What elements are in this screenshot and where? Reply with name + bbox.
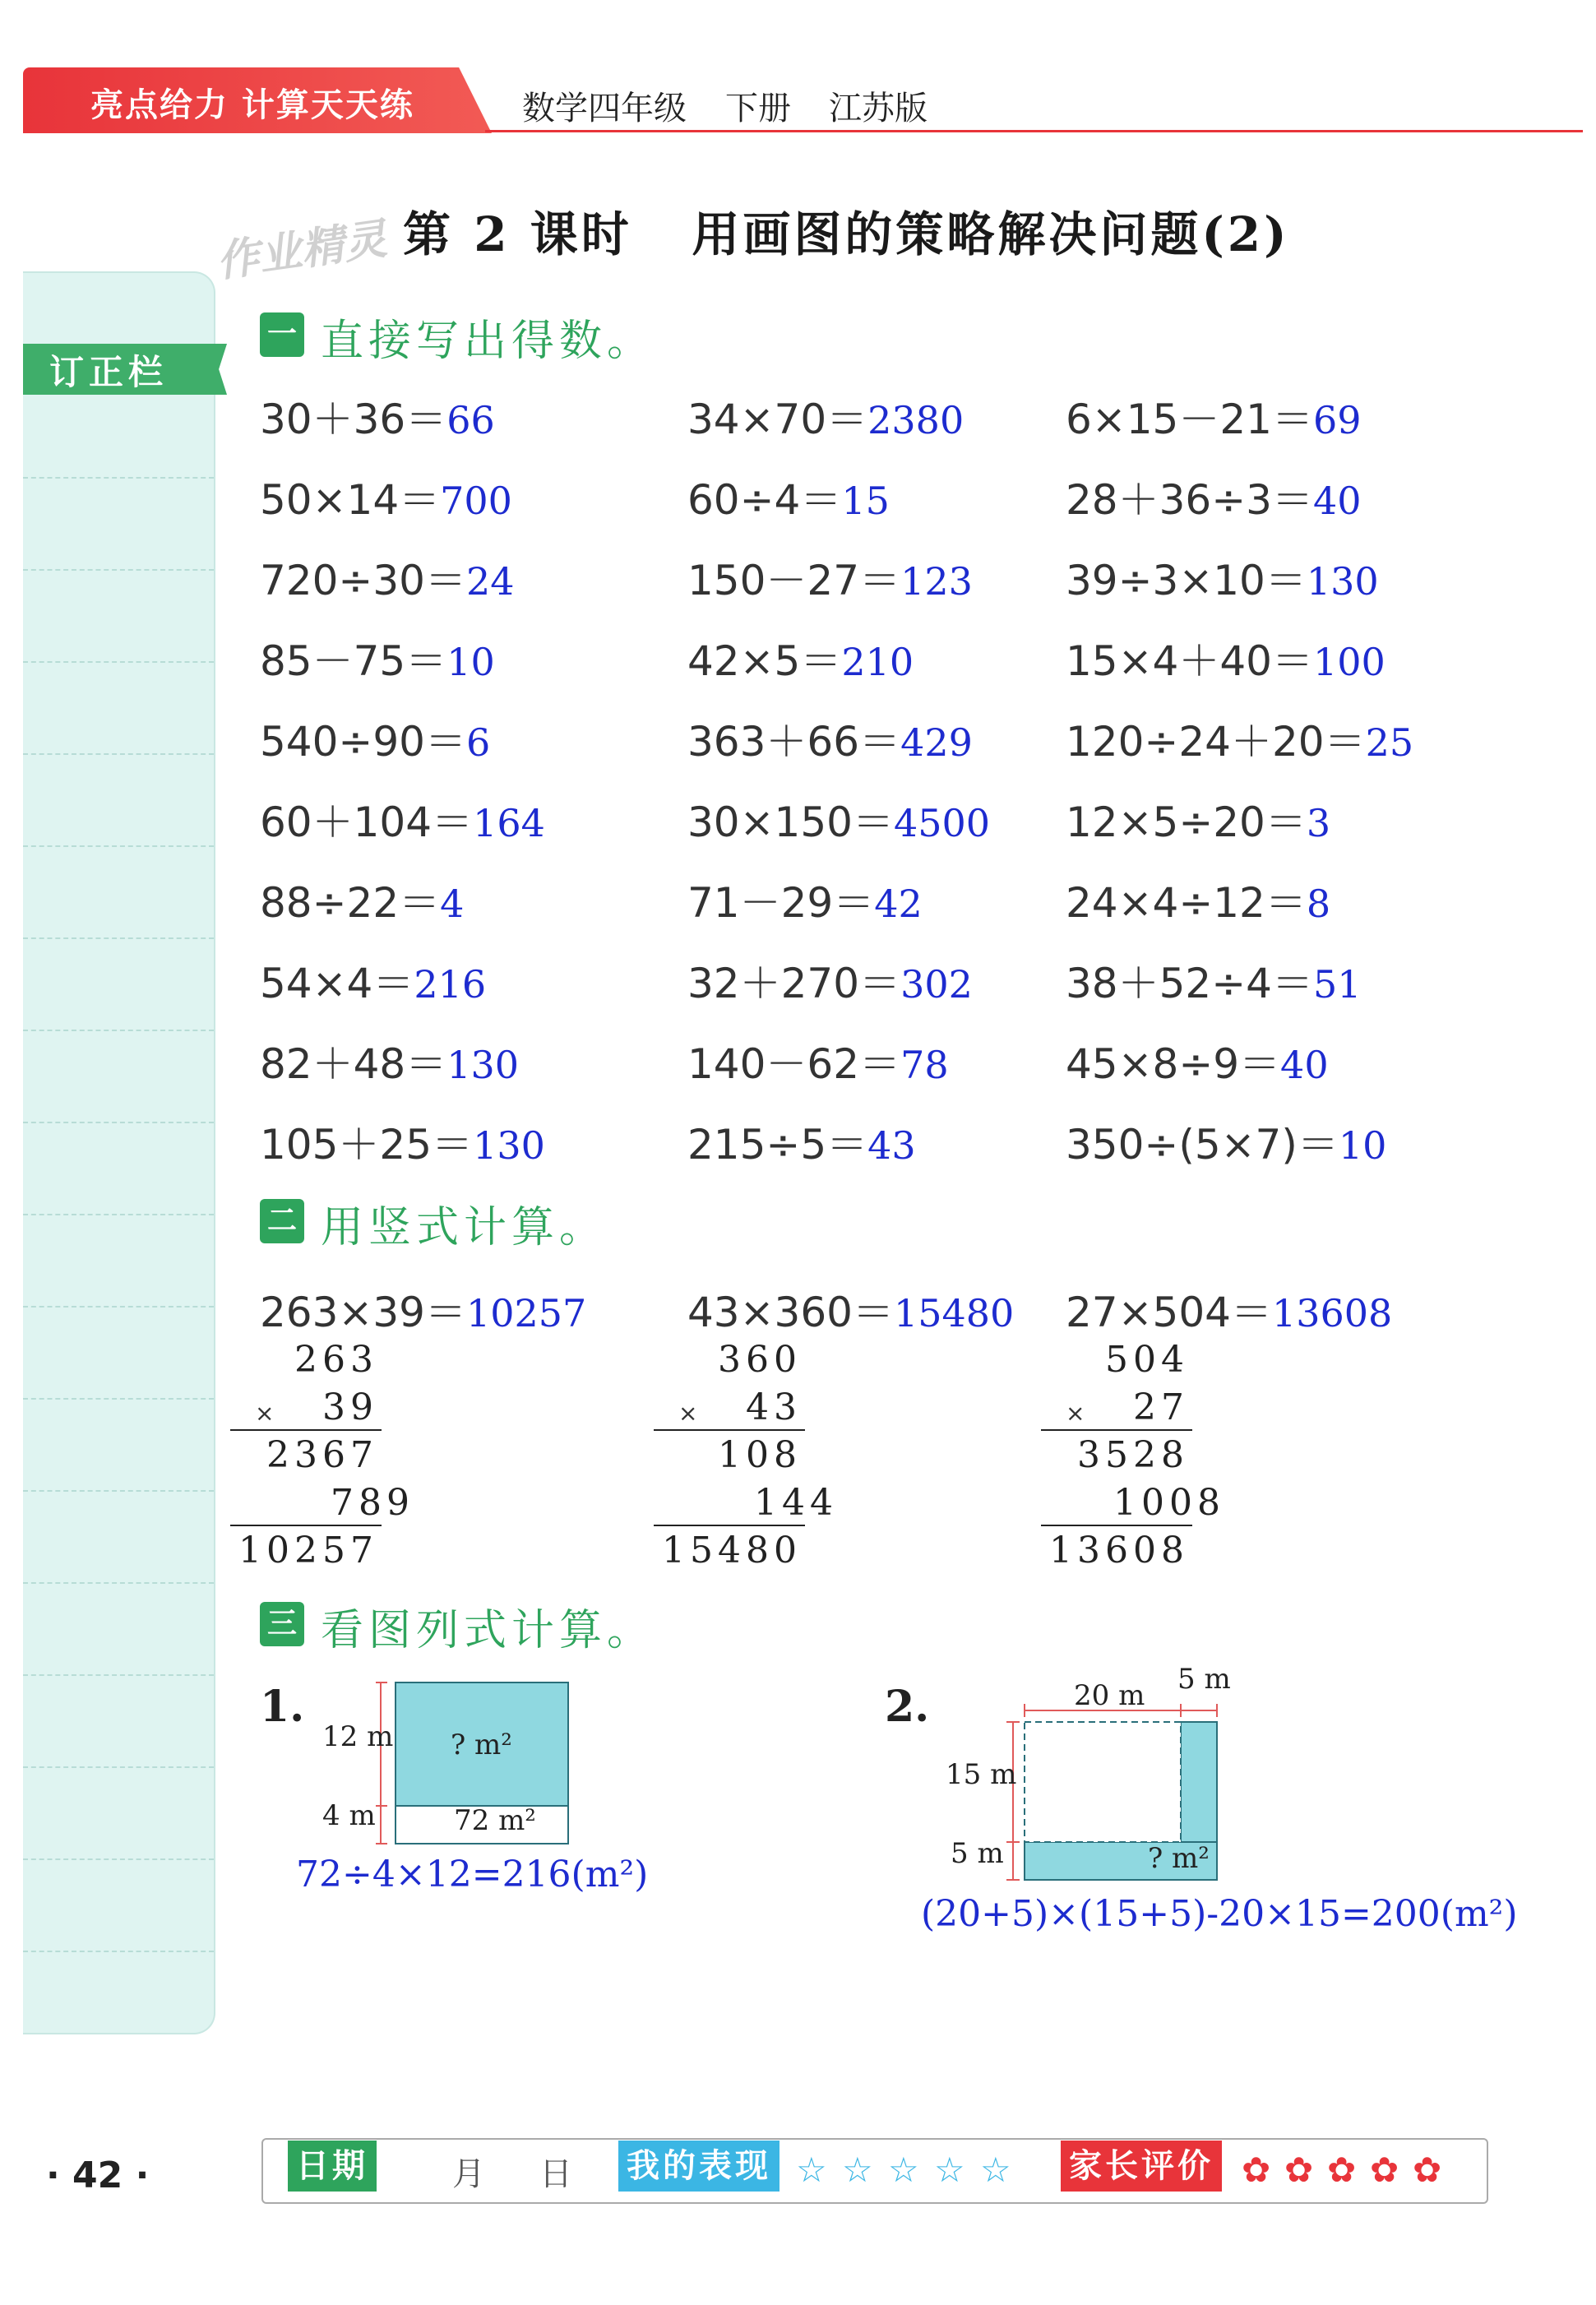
column-step: 360 [718,1339,802,1381]
column-step: 27 [1133,1386,1189,1428]
column-rule [230,1525,382,1526]
month-label: 月 [452,2155,485,2193]
equation-question: 30＋36＝ [260,396,447,443]
rating-star-icon[interactable]: ☆ [934,2150,965,2190]
column-rule [230,1429,382,1431]
equation-answer: 42 [874,882,923,926]
column-step: 39 [322,1386,378,1428]
equation-question: 60÷4＝ [687,476,842,524]
column-step: 43 [746,1386,802,1428]
rating-flower-icon[interactable]: ✿ [1413,2150,1442,2190]
equation [260,386,495,446]
equation-question: 38＋52÷4＝ [1066,960,1313,1007]
equation-question: 120÷24＋20＝ [1066,718,1366,766]
equation-answer: 10 [446,640,495,684]
sidebar-rule [23,1122,214,1123]
equation [687,628,914,687]
equation [1066,1031,1329,1090]
figure1-area-known: 72 m² [454,1804,536,1837]
equation-answer: 216 [414,962,487,1007]
equation [687,467,890,526]
column-question: 43×360＝ [687,1289,894,1336]
page-number: · 42 · [46,2155,150,2196]
day-label: 日 [539,2155,572,2193]
column-rule [654,1525,805,1526]
equation [260,628,495,687]
equation-question: 15×4＋40＝ [1066,637,1313,685]
equation-question: 150－27＝ [687,557,901,604]
rating-flower-icon[interactable]: ✿ [1242,2150,1271,2190]
equation-answer: 43 [867,1123,916,1168]
figure1-dim-top: 12 m [322,1720,394,1753]
equation [687,789,990,849]
column-answer: 13608 [1271,1291,1393,1335]
section1-badge: 一 [260,312,304,357]
equation [687,951,973,1010]
equation-question: 50×14＝ [260,476,441,524]
equation-question: 720÷30＝ [260,557,466,604]
equation-answer: 69 [1312,398,1362,442]
column-rule [654,1429,805,1431]
equation-question: 105＋25＝ [260,1121,474,1169]
equation [260,467,512,526]
column-answer: 10257 [465,1291,587,1335]
sidebar-rule [23,1490,214,1492]
column-step: 10257 [238,1530,378,1571]
equation-answer: 78 [900,1043,949,1087]
equation [687,386,964,446]
equation [260,789,545,849]
column-step: 263 [294,1339,378,1381]
equation-question: 24×4÷12＝ [1066,879,1307,927]
section2-badge: 二 [260,1199,304,1243]
parent-eval-label: 家长评价 [1061,2141,1222,2192]
sidebar-rule [23,1030,214,1031]
equation [687,1031,949,1090]
sidebar-rule [23,1766,214,1768]
rating-flower-icon[interactable]: ✿ [1327,2150,1357,2190]
times-sign: × [678,1400,698,1427]
column-step: 144 [754,1482,838,1524]
header-rule [485,130,1583,132]
header-volume: 下册 [725,90,791,127]
equation-answer: 123 [900,559,973,604]
equation [260,951,486,1010]
header-edition: 江苏版 [829,90,928,127]
sidebar-rule [23,937,214,939]
sidebar-label: 订正栏 [49,352,169,392]
sidebar-rule [23,1306,214,1308]
equation-answer: 164 [473,801,545,845]
correction-sidebar [23,271,215,2034]
equation-question: 82＋48＝ [260,1040,447,1088]
equation-question: 45×8÷9＝ [1066,1040,1281,1088]
equation-answer: 25 [1365,720,1414,765]
equation-question: 39÷3×10＝ [1066,557,1307,604]
equation [1066,1112,1386,1171]
equation-question: 215÷5＝ [687,1121,868,1169]
equation-question: 540÷90＝ [260,718,466,766]
equation [260,1112,545,1171]
equation [1066,870,1330,929]
equation-answer: 3 [1306,801,1331,845]
equation-question: 6×15－21＝ [1066,396,1313,443]
column-equation [1066,1280,1392,1339]
equation [260,709,490,768]
equation-answer: 51 [1312,962,1362,1007]
equation [1066,467,1362,526]
equation [687,709,973,768]
sidebar-rule [23,1398,214,1400]
equation [687,870,923,929]
equation-question: 350÷(5×7)＝ [1066,1121,1339,1169]
column-step: 2367 [266,1434,378,1476]
equation-answer: 700 [440,479,512,523]
equation-question: 54×4＝ [260,960,414,1007]
equation [260,1031,519,1090]
equation-question: 28＋36÷3＝ [1066,476,1313,524]
sidebar-rule [23,1582,214,1584]
rating-star-icon[interactable]: ☆ [980,2150,1011,2190]
column-step: 789 [331,1482,414,1524]
section1-heading: 直接写出得数。 [321,317,655,366]
equation-question: 42×5＝ [687,637,842,685]
equation [260,548,515,607]
equation-answer: 4 [440,882,465,926]
column-step: 1008 [1113,1482,1225,1524]
equation-answer: 130 [1306,559,1379,604]
figure2-answer: (20+5)×(15+5)-20×15=200(m²) [921,1893,1518,1935]
section2-heading: 用竖式计算。 [321,1203,608,1252]
rating-flower-icon[interactable]: ✿ [1370,2150,1399,2190]
figure2-dim-width: 20 m [1074,1679,1145,1712]
equation-answer: 10 [1338,1123,1387,1168]
sidebar-rule [23,661,214,663]
equation-answer: 4500 [893,801,991,845]
rating-star-icon[interactable]: ☆ [796,2150,827,2190]
column-step: 13608 [1049,1530,1189,1571]
equation-answer: 210 [841,640,914,684]
column-step: 15480 [662,1530,802,1571]
column-question: 27×504＝ [1066,1289,1272,1336]
figure2-dim-bottom: 5 m [951,1837,1004,1870]
equation [687,1112,916,1171]
equation-answer: 2380 [867,398,965,442]
equation-answer: 302 [900,962,973,1007]
performance-label: 我的表现 [618,2141,779,2192]
equation-question: 363＋66＝ [687,718,901,766]
figure2-dim-height: 15 m [946,1758,1017,1791]
equation-answer: 40 [1280,1043,1329,1087]
column-question: 263×39＝ [260,1289,466,1336]
rating-flower-icon[interactable]: ✿ [1284,2150,1314,2190]
equation-answer: 8 [1306,882,1331,926]
sidebar-rule [23,1951,214,1952]
equation [687,548,973,607]
equation-answer: 24 [465,559,515,604]
times-sign: × [255,1400,275,1427]
sidebar-rule [23,477,214,479]
equation-question: 34×70＝ [687,396,868,443]
equation-question: 140－62＝ [687,1040,901,1088]
equation-question: 60＋104＝ [260,798,474,846]
column-equation [687,1280,1014,1339]
equation-question: 88÷22＝ [260,879,441,927]
figure1-dim-bottom: 4 m [322,1799,376,1832]
equation-question: 30×150＝ [687,798,894,846]
header-grade: 数学四年级 [522,90,687,127]
equation-answer: 130 [473,1123,545,1168]
sidebar-rule [23,753,214,755]
figure1-number: 1. [260,1682,305,1732]
sidebar-rule [23,1214,214,1215]
equation [1066,628,1386,687]
rating-star-icon[interactable]: ☆ [842,2150,873,2190]
section3-heading: 看图列式计算。 [321,1606,655,1655]
section3-badge: 三 [260,1602,304,1646]
column-rule [1041,1429,1192,1431]
equation-question: 71－29＝ [687,879,875,927]
column-step: 108 [718,1434,802,1476]
equation-question: 85－75＝ [260,637,447,685]
times-sign: × [1066,1400,1085,1427]
date-label: 日期 [288,2141,377,2192]
column-equation [260,1280,586,1339]
column-step: 504 [1105,1339,1189,1381]
equation-question: 12×5÷20＝ [1066,798,1307,846]
page-title: 第 2 课时 用画图的策略解决问题(2) [403,206,1290,262]
sidebar-rule [23,569,214,571]
equation-answer: 6 [465,720,491,765]
figure2-dim-extra: 5 m [1177,1663,1231,1696]
equation [1066,789,1330,849]
equation-answer: 100 [1312,640,1386,684]
equation-answer: 40 [1312,479,1362,523]
equation-answer: 66 [446,398,495,442]
sidebar-rule [23,1858,214,1860]
equation-answer: 130 [446,1043,520,1087]
brand-title: 亮点给力 计算天天练 [90,86,414,124]
sidebar-rule [23,1674,214,1676]
column-step: 3528 [1077,1434,1189,1476]
watermark: 作业精灵 [213,214,390,288]
figure1-answer: 72÷4×12=216(m²) [296,1854,649,1895]
equation-answer: 429 [900,720,973,765]
equation [1066,709,1413,768]
column-answer: 15480 [893,1291,1015,1335]
column-rule [1041,1525,1192,1526]
equation [1066,951,1362,1010]
figure2-number: 2. [885,1682,930,1732]
equation [1066,386,1362,446]
figure2-area-unknown: ? m² [1148,1842,1210,1875]
equation-answer: 15 [841,479,890,523]
equation-question: 32＋270＝ [687,960,901,1007]
figure1-area-unknown: ? m² [451,1729,512,1761]
equation [260,870,464,929]
rating-star-icon[interactable]: ☆ [888,2150,919,2190]
sidebar-rule [23,845,214,847]
equation [1066,548,1379,607]
